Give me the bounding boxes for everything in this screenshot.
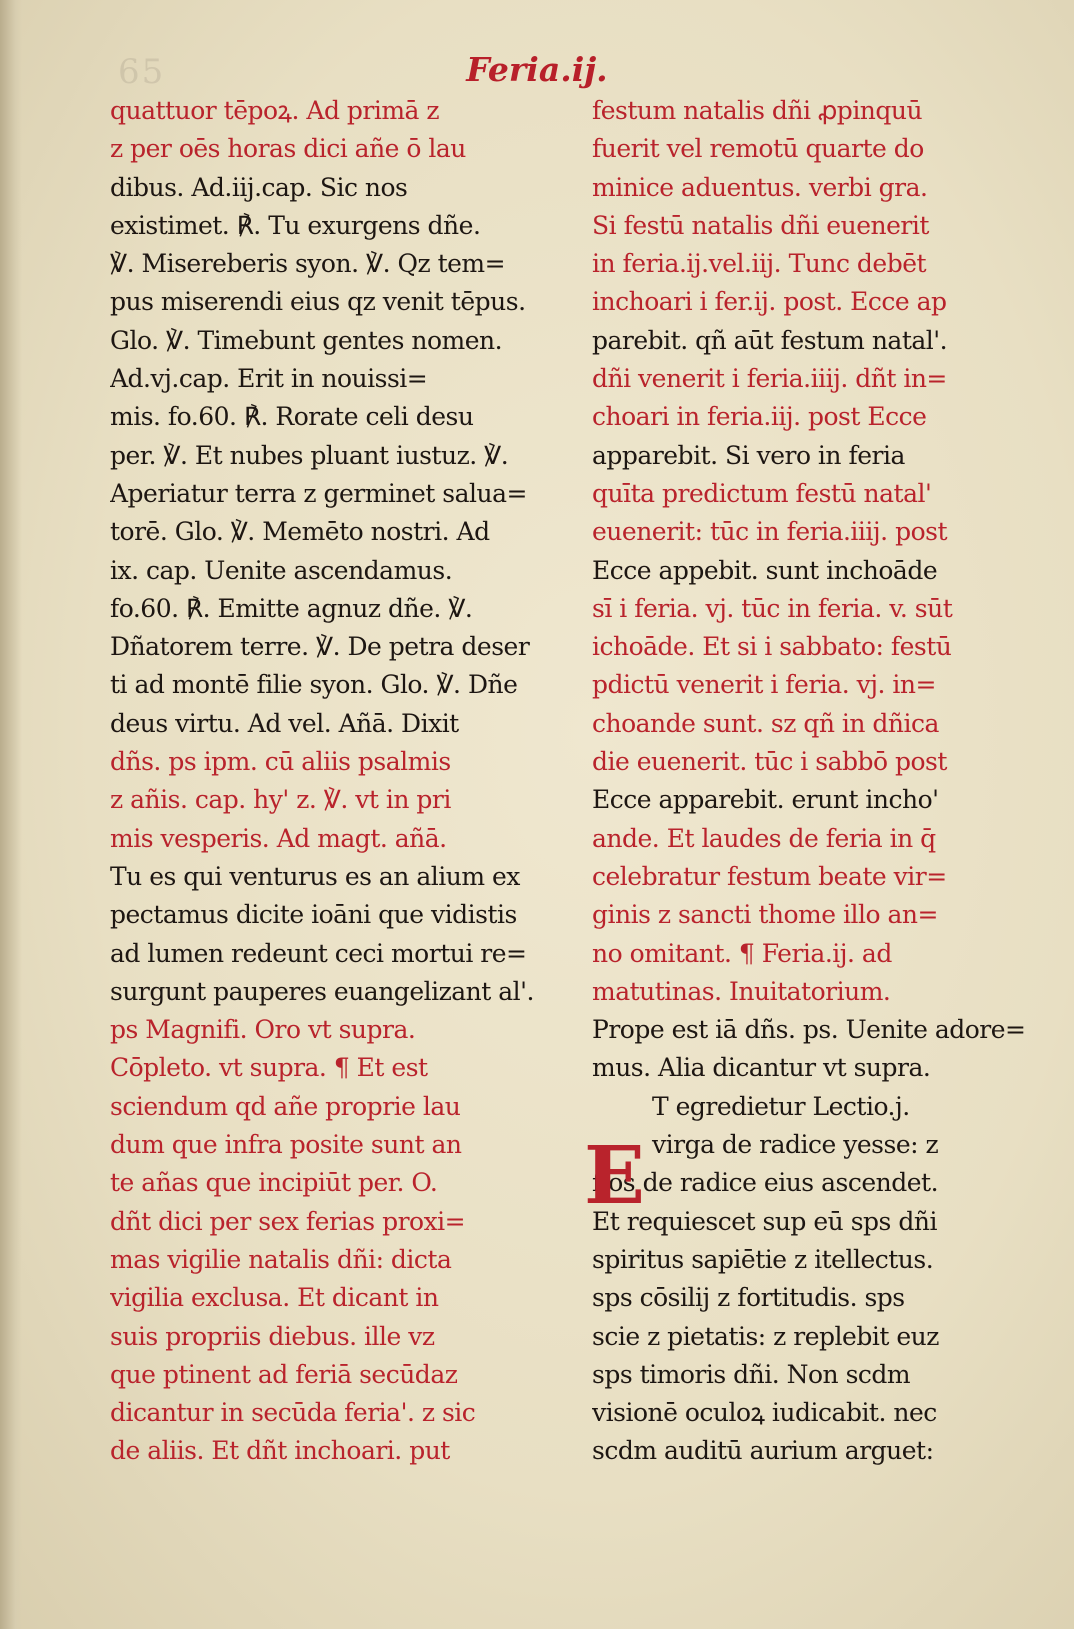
text-line: z añis. cap. hy' z. ℣. vt in pri	[110, 785, 451, 815]
text-line: in feria.ij.vel.iij. Tunc debēt	[592, 249, 927, 279]
text-line: Ecce appebit. sunt inchoāde	[592, 555, 938, 585]
text-line: festum natalis dñi ꝓpinquū	[592, 96, 923, 125]
text-line: flos de radice eius ascendet.	[592, 1168, 939, 1198]
text-line: sciendum qd añe proprie lau	[110, 1091, 461, 1121]
text-line: pectamus dicite ioāni que vidistis	[110, 900, 517, 930]
text-line: mas vigilie natalis dñi: dicta	[110, 1244, 452, 1274]
text-line: ti ad montē filie syon. Glo. ℣. Dñe	[110, 670, 518, 700]
text-line: die euenerit. tūc i sabbō post	[592, 747, 947, 777]
text-line: scdm auditū aurium arguet:	[592, 1436, 934, 1466]
text-line: scie z pietatis: z replebit euz	[592, 1321, 939, 1351]
text-line: dicantur in secūda feria'. z sic	[110, 1398, 476, 1428]
text-line: torē. Glo. ℣. Memēto nostri. Ad	[110, 517, 490, 547]
text-line: ps Magnifi. Oro vt supra.	[110, 1015, 416, 1045]
text-line: Glo. ℣. Timebunt gentes nomen.	[110, 325, 503, 355]
text-line: Et requiescet sup eū sps dñi	[592, 1206, 937, 1236]
text-line: choari in feria.iij. post Ecce	[592, 402, 927, 432]
text-line: parebit. qñ aūt festum natal'.	[592, 325, 948, 355]
text-line: dum que infra posite sunt an	[110, 1130, 462, 1160]
text-line: de aliis. Et dñt inchoari. put	[110, 1436, 450, 1466]
text-line: suis propriis diebus. ille vz	[110, 1321, 435, 1351]
text-line: per. ℣. Et nubes pluant iustuz. ℣.	[110, 440, 509, 470]
text-line: inchoari i fer.ij. post. Ecce ap	[592, 287, 947, 317]
text-line: mis vesperis. Ad magt. añā.	[110, 823, 447, 853]
text-line: vigilia exclusa. Et dicant in	[110, 1283, 439, 1313]
text-line: dñt dici per sex ferias proxi=	[110, 1206, 466, 1236]
text-line: ℣. Misereberis syon. ℣. Qz tem=	[110, 249, 506, 279]
text-line: existimet. ℟. Tu exurgens dñe.	[110, 210, 481, 240]
text-line: Ad.vj.cap. Erit in nouissi=	[110, 364, 428, 394]
text-line: euenerit: tūc in feria.iiij. post	[592, 517, 947, 547]
text-line: dñi venerit i feria.iiij. dñt in=	[592, 364, 947, 394]
text-line: mus. Alia dicantur vt supra.	[592, 1053, 931, 1083]
show-through-text: 65	[118, 52, 166, 92]
text-line: Cōpleto. vt supra. ¶ Et est	[110, 1053, 428, 1083]
text-line: ginis z sancti thome illo an=	[592, 900, 938, 930]
text-line: Tu es qui venturus es an alium ex	[110, 861, 520, 891]
text-line: deus virtu. Ad vel. Añā. Dixit	[110, 708, 459, 738]
text-line: no omitant. ¶ Feria.ij. ad	[592, 938, 892, 968]
text-line: te añas que incipiūt per. O.	[110, 1168, 438, 1198]
binding-gutter	[0, 0, 22, 1629]
text-line: Ecce apparebit. erunt incho'	[592, 785, 939, 815]
text-line: minice aduentus. verbi gra.	[592, 172, 928, 202]
text-line: dñs. ps ipm. cū aliis psalmis	[110, 747, 451, 777]
text-line: dibus. Ad.iij.cap. Sic nos	[110, 172, 408, 202]
text-line: celebratur festum beate vir=	[592, 861, 947, 891]
text-line: apparebit. Si vero in feria	[592, 440, 905, 470]
text-line: spiritus sapiētie z itellectus.	[592, 1244, 934, 1274]
text-line: quattuor tēpoꝝ. Ad primā z	[110, 96, 440, 125]
text-line: Prope est iā dñs. ps. Uenite adore=	[592, 1015, 1026, 1045]
text-line: sps timoris dñi. Non scdm	[592, 1359, 911, 1389]
text-line: surgunt pauperes euangelizant al'.	[110, 976, 534, 1006]
text-line: T egredietur Lectio.j.	[652, 1091, 910, 1121]
decorated-initial: E	[584, 1128, 645, 1222]
text-line: z per oēs horas dici añe ō lau	[110, 134, 466, 164]
text-line: sī i feria. vj. tūc in feria. v. sūt	[592, 593, 953, 623]
text-line: ichoāde. Et si i sabbato: festū	[592, 632, 952, 662]
text-line: Aperiatur terra z germinet salua=	[110, 478, 527, 508]
text-line: fuerit vel remotū quarte do	[592, 134, 924, 164]
right-column	[584, 92, 1032, 1471]
text-line: Dñatorem terre. ℣. De petra deser	[110, 632, 530, 662]
text-line: ande. Et laudes de feria in q̄	[592, 823, 936, 853]
text-line: matutinas. Inuitatorium.	[592, 976, 891, 1006]
left-column	[110, 92, 560, 1471]
text-line: virga de radice yesse: z	[652, 1130, 939, 1160]
text-line: mis. fo.60. ℟. Rorate celi desu	[110, 402, 474, 432]
text-line: pdictū venerit i feria. vj. in=	[592, 670, 936, 700]
text-line: ix. cap. Uenite ascendamus.	[110, 555, 453, 585]
text-line: pus miserendi eius qz venit tēpus.	[110, 287, 526, 317]
text-line: Si festū natalis dñi euenerit	[592, 210, 929, 240]
text-line: fo.60. ℟. Emitte agnuz dñe. ℣.	[110, 593, 473, 623]
text-line: ad lumen redeunt ceci mortui re=	[110, 938, 527, 968]
running-title: Feria.ij.	[466, 50, 608, 89]
text-line: sps cōsilij z fortitudis. sps	[592, 1283, 905, 1313]
text-line: visionē oculoꝝ iudicabit. nec	[592, 1398, 937, 1428]
text-line: que ptinent ad feriā secūdaz	[110, 1359, 458, 1389]
text-line: quīta predictum festū natal'	[592, 478, 932, 508]
text-line: choande sunt. sz qñ in dñica	[592, 708, 939, 738]
